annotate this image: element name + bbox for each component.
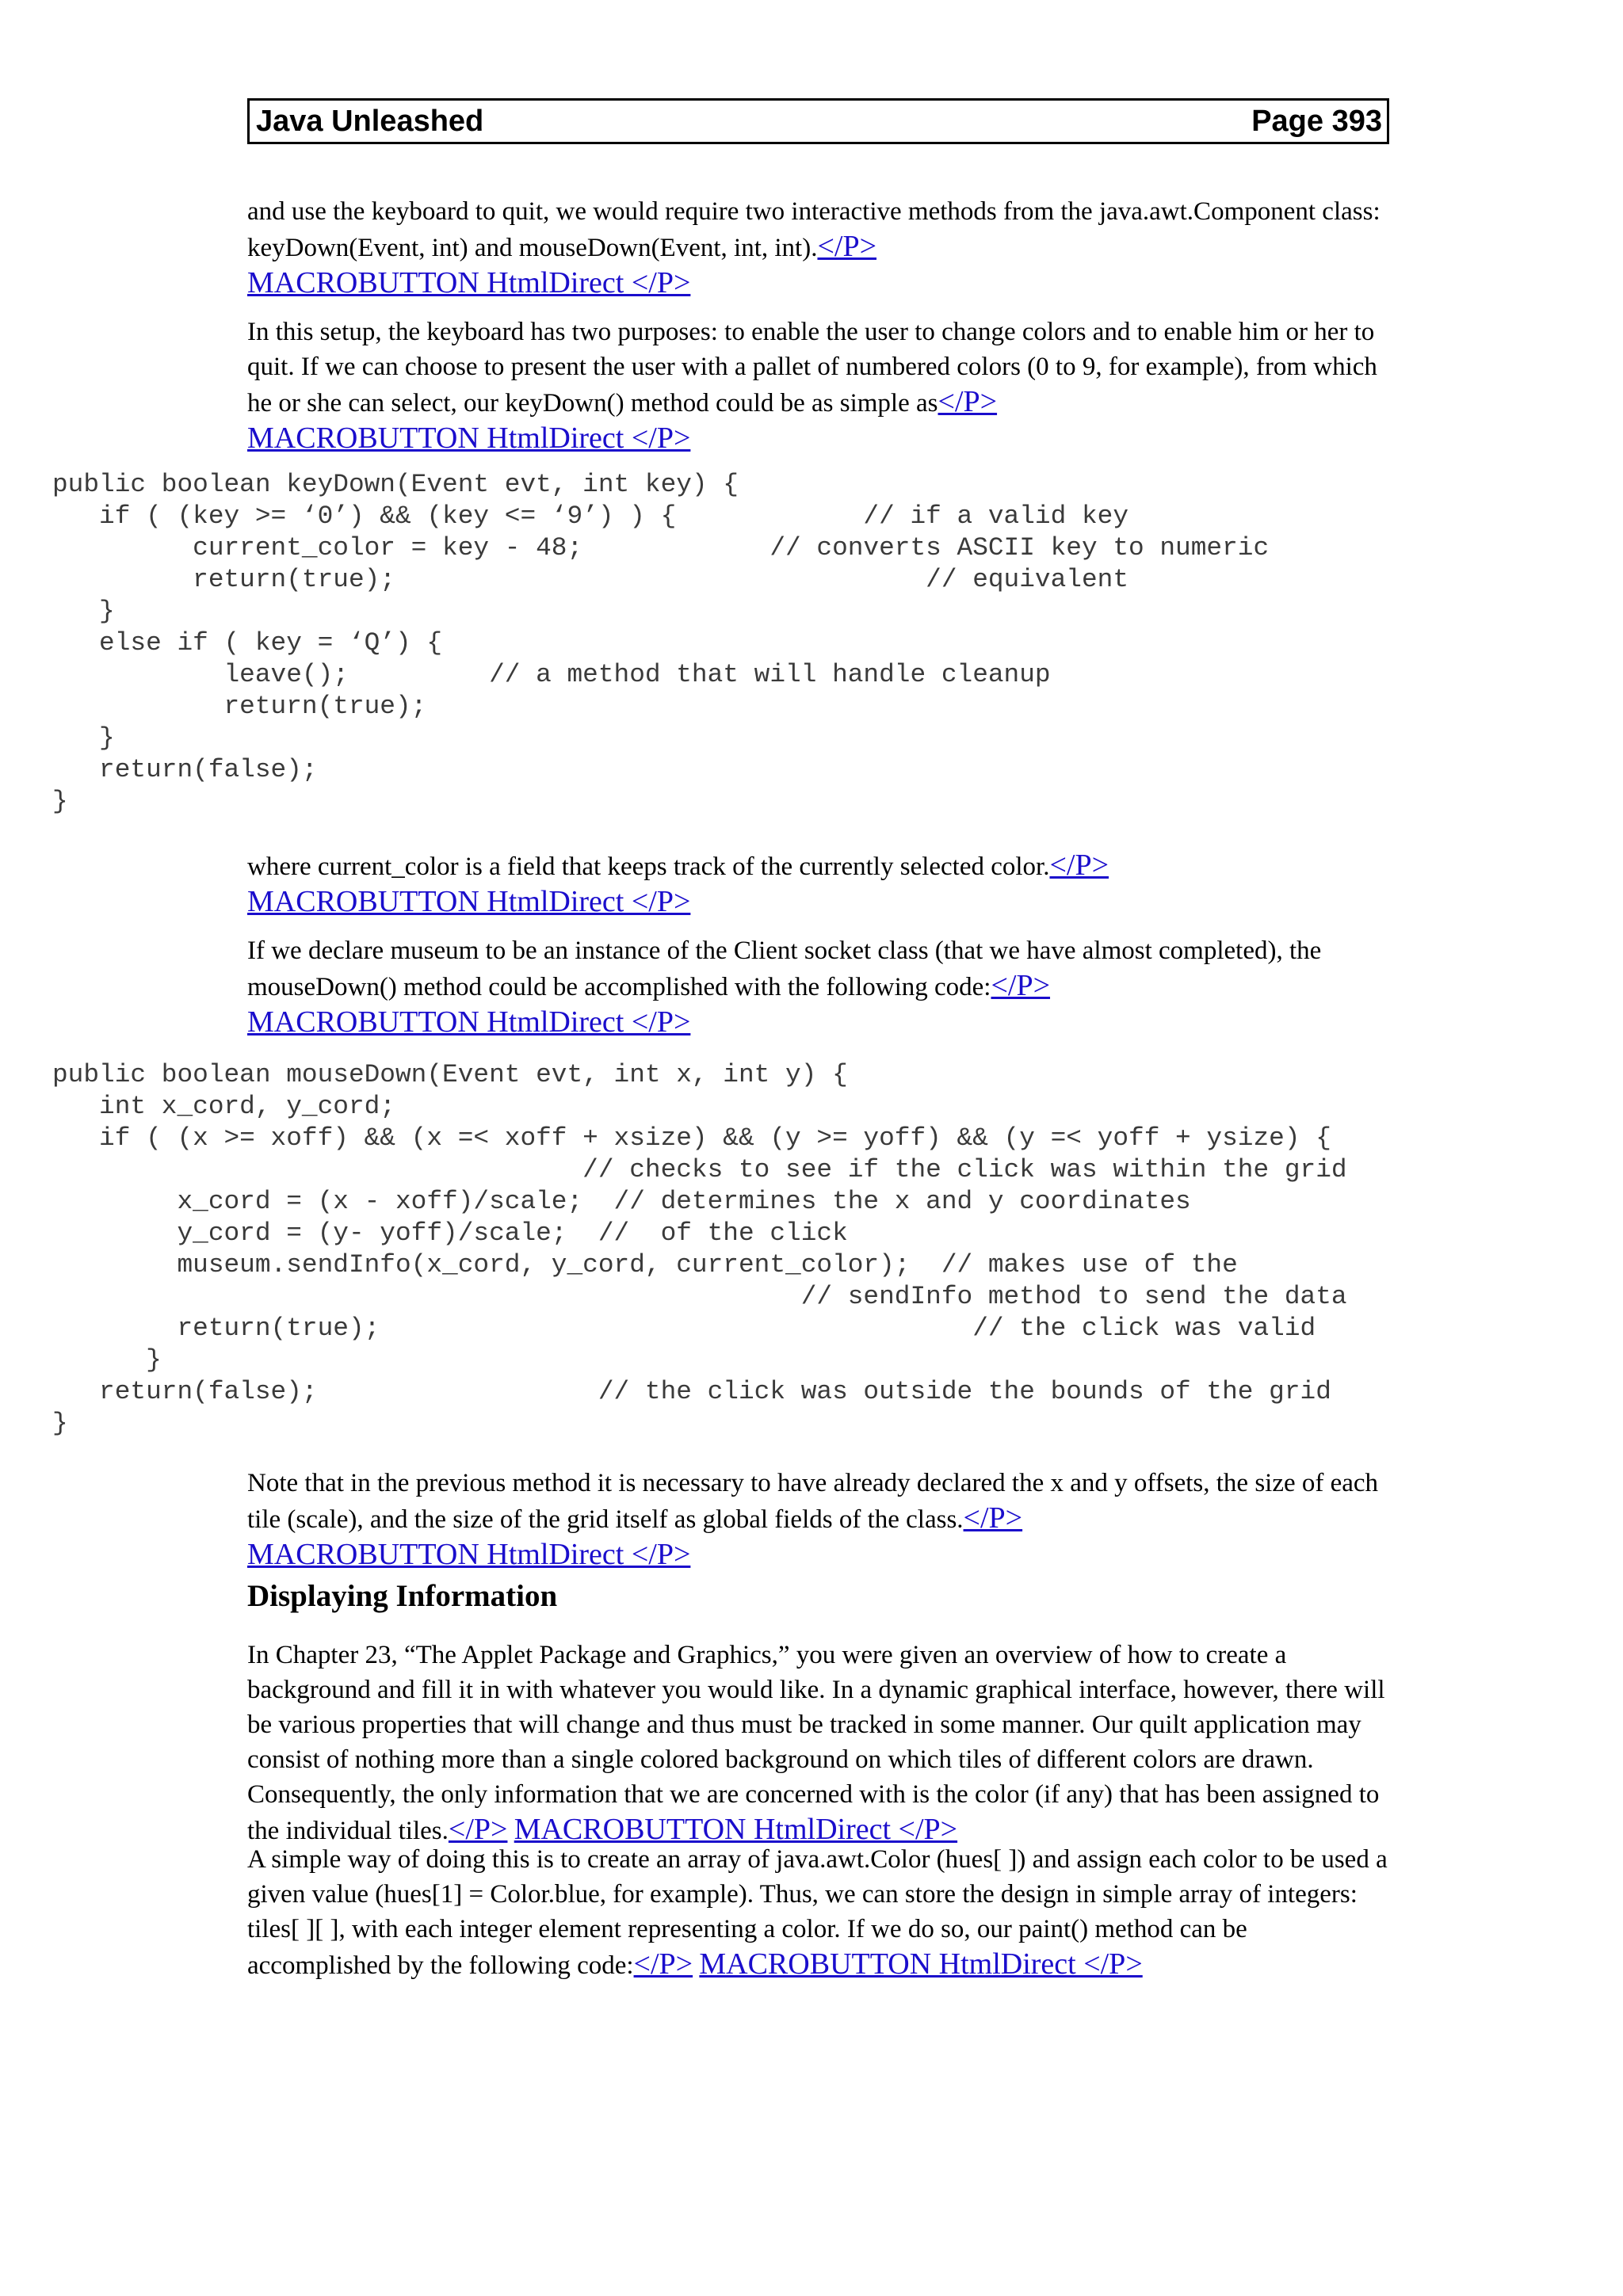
paragraph: In Chapter 23, “The Applet Package and Graphics,” you were given an overview of how to create a background and fill it in with whatever you would like. In a dynamic graphical interface, however, there will be various properties that will change and thus must be tracked in some manner. Our quilt application may consist of nothing more than a single colored background on which tiles of different colors are drawn. Consequently, the only information that we are concerned with is the color (if any) that has been assigned to the individual tiles.</P> MACROBUTTON HtmlDirect </P> bbox=[247, 1641, 1385, 1846]
paragraph: In this setup, the keyboard has two purposes: to enable the user to change colors and to enable him or her to quit. If we can choose to present the user with a pallet of numbered colors (0 to 9, for example), from which he or she can select, our keyDown() method could be as simple as</P> MACROBUTTON HtmlDirect </P> bbox=[247, 318, 1377, 455]
p-tag-link[interactable]: </P> bbox=[938, 385, 998, 418]
page-header bbox=[247, 98, 1389, 144]
macrobutton-link[interactable]: MACROBUTTON HtmlDirect </P> bbox=[247, 266, 691, 299]
p-tag-link[interactable]: </P> bbox=[991, 969, 1051, 1002]
p-tag-link[interactable]: </P> bbox=[633, 1947, 693, 1981]
macrobutton-link[interactable]: MACROBUTTON HtmlDirect </P> bbox=[699, 1947, 1143, 1981]
book-title: Java Unleashed bbox=[256, 104, 484, 138]
p-tag-link[interactable]: </P> bbox=[963, 1501, 1023, 1535]
paragraph: and use the keyboard to quit, we would require two interactive methods from the java.awt.Component class: keyDown(Event, int) and mouseDown(Event, int, int).</P> MACROBUTTON HtmlDirect </P> bbox=[247, 197, 1381, 299]
macrobutton-link[interactable]: MACROBUTTON HtmlDirect </P> bbox=[247, 1538, 691, 1571]
macrobutton-link[interactable]: MACROBUTTON HtmlDirect </P> bbox=[514, 1813, 958, 1846]
p-tag-link[interactable]: </P> bbox=[1049, 849, 1109, 882]
macrobutton-link[interactable]: MACROBUTTON HtmlDirect </P> bbox=[247, 1005, 691, 1039]
macrobutton-link[interactable]: MACROBUTTON HtmlDirect </P> bbox=[247, 885, 691, 918]
page-number: Page 393 bbox=[1251, 104, 1382, 138]
paragraph: A simple way of doing this is to create an array of java.awt.Color (hues[ ]) and assign each color to be used a given value (hues[1] = Color.blue, for example). Thus, we can store the design in simple array of integers: tiles[ ][ ], with each integer element representing a color. If we do so, our paint() method can be accomplished by the following code:</P> MACROBUTTON HtmlDirect </P> bbox=[247, 1845, 1388, 1981]
paragraph: If we declare museum to be an instance of the Client socket class (that we have almost completed), the mouseDown() method could be accomplished with the following code:</P> MACROBUTTON HtmlDirect </P> bbox=[247, 936, 1322, 1039]
p-tag-link[interactable]: </P> bbox=[448, 1813, 508, 1846]
code-block-mousedown: public boolean mouseDown(Event evt, int x, int y) { int x_cord, y_cord; if ( (x >= xoff) && (x =< xoff + xsize) && (y >= yoff) && (y =< yoff + ysize) { // checks to see if the click was within the grid x_cord = (x - xoff)/scale; // determines the x and y coordinates y_cord = (y- yoff)/scale; // of the click museum.sendInfo(x_cord, y_cord, current_color); // makes use of the // sendInfo method to send the data return(true); // the click was valid } return(false); // the click was outside the bounds of the grid } bbox=[52, 1060, 1347, 1438]
section-heading: Displaying Information bbox=[247, 1579, 558, 1613]
macrobutton-link[interactable]: MACROBUTTON HtmlDirect </P> bbox=[247, 421, 691, 455]
code-block-keydown: public boolean keyDown(Event evt, int key) { if ( (key >= ‘0’) && (key <= ‘9’) ) { // if a valid key current_color = key - 48; // converts ASCII key to numeric return(true); // equivalent } else if ( key = ‘Q’) { leave(); // a method that will handle cleanup return(true); } return(false); } bbox=[52, 470, 1270, 816]
paragraph: Note that in the previous method it is necessary to have already declared the x and y offsets, the size of each tile (scale), and the size of the grid itself as global fields of the class.</P> MACROBUTTON HtmlDirect </P> bbox=[247, 1469, 1379, 1571]
paragraph: where current_color is a field that keeps track of the currently selected color.</P> MACROBUTTON HtmlDirect </P> bbox=[247, 849, 1109, 918]
p-tag-link[interactable]: </P> bbox=[817, 230, 877, 263]
